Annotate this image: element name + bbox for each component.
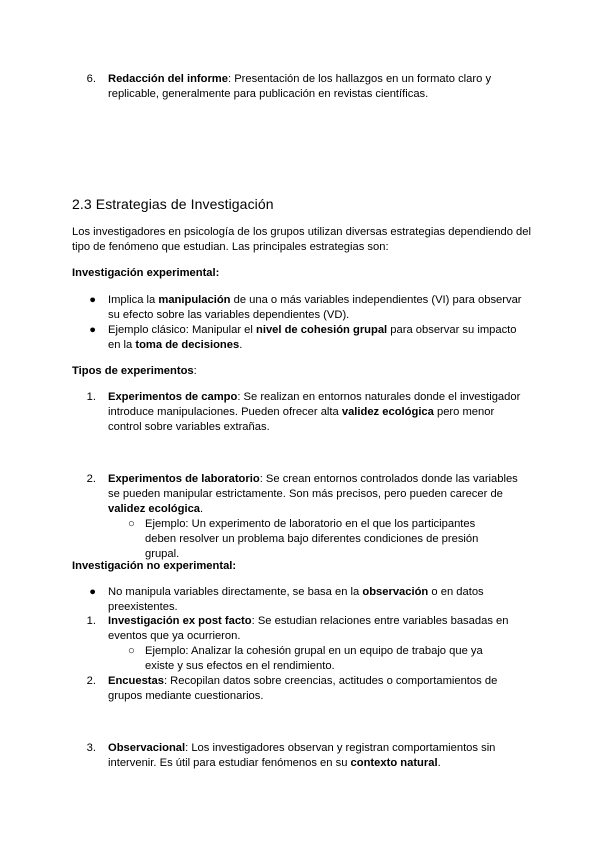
hollow-bullet-icon: ○ bbox=[128, 518, 135, 530]
list-number: 2. bbox=[86, 675, 96, 687]
bullet-icon: ● bbox=[89, 294, 96, 306]
list-number: 6. bbox=[86, 73, 96, 85]
subsection-title-experimental: Investigación experimental: bbox=[72, 267, 220, 279]
bullet-icon: ● bbox=[89, 586, 96, 598]
document-page: 6. Redacción del informe: Presentación de los hallazgos en un formato claro y replicable, generalmente para publicación en revistas científicas. 2.3 Estrategias de Investigación Los investigadores en psicología de los grupos utilizan diversas estrategias dependiendo del tipo de fenómeno que estudian. Las principales estrategias son: Investigación experimental: ● Implica la manipulación de una o más variables independientes (VI) para observar su efecto sobre las variables dependientes (VD). ● Ejemplo clásico: Manipular el nivel de cohesión grupal para observar su impacto en la toma de decisiones. Tipos de experimentos: 1. Experimentos de campo: Se realizan en entornos naturales donde el investigador introduce manipulaciones. Pueden ofrecer alta validez ecológica pero menor control sobre variables extrañas. 2. Experimentos de laboratorio: Se crean entornos controlados donde las variables se pueden manipular estrictamente. Son más precisos, pero pueden carecer de validez ecológica. ○ Ejemplo: Un experimento de laboratorio en el que los participantes deben resolver un problema bajo diferentes condiciones de presión grupal. Investigación no experimental: ● No manipula variables directamente, se basa en la observación o en datos preexistentes. 1. Investigación ex post facto: Se estudian relaciones entre variables basadas en eventos que ya ocurrieron. ○ Ejemplo: Analizar la cohesión grupal en un equipo de trabajo que ya existe y sus efectos en el rendimiento. 2. Encuestas: Recopilan datos sobre creencias, actitudes o comportamientos de grupos mediante cuestionarios. 3. Observacional: Los investigadores observan y registran comportamientos sin intervenir. Es útil para estudiar fenómenos en su contexto natural. bbox=[72, 73, 531, 770]
list-number: 3. bbox=[86, 742, 96, 754]
list-item-text: Redacción del informe: Presentación de los hallazgos en un formato claro y replicable, generalmente para publicación en revistas científicas. bbox=[108, 73, 492, 101]
hollow-bullet-icon: ○ bbox=[128, 645, 135, 657]
bullet-icon: ● bbox=[89, 324, 96, 336]
section-heading: 2.3 Estrategias de Investigación bbox=[72, 196, 274, 212]
section-intro: Los investigadores en psicología de los grupos utilizan diversas estrategias dependiendo del tipo de fenómeno que estudian. Las principales estrategias son: bbox=[72, 226, 531, 254]
sub-bullet-item: ○ Ejemplo: Un experimento de laboratorio en el que los participantes deben resolver un problema bajo diferentes condiciones de presión grupal. bbox=[128, 518, 479, 561]
sub-bullet-item: ○ Ejemplo: Analizar la cohesión grupal en un equipo de trabajo que ya existe y sus efectos en el rendimiento. bbox=[128, 645, 483, 673]
item-term: Redacción del informe bbox=[108, 73, 228, 85]
list-number: 1. bbox=[86, 615, 96, 627]
list-number: 1. bbox=[86, 391, 96, 403]
list-number: 2. bbox=[86, 473, 96, 485]
subsection-title-noexp: Investigación no experimental: bbox=[72, 560, 237, 572]
subsection-title-tipos: Tipos de experimentos: bbox=[72, 365, 197, 377]
